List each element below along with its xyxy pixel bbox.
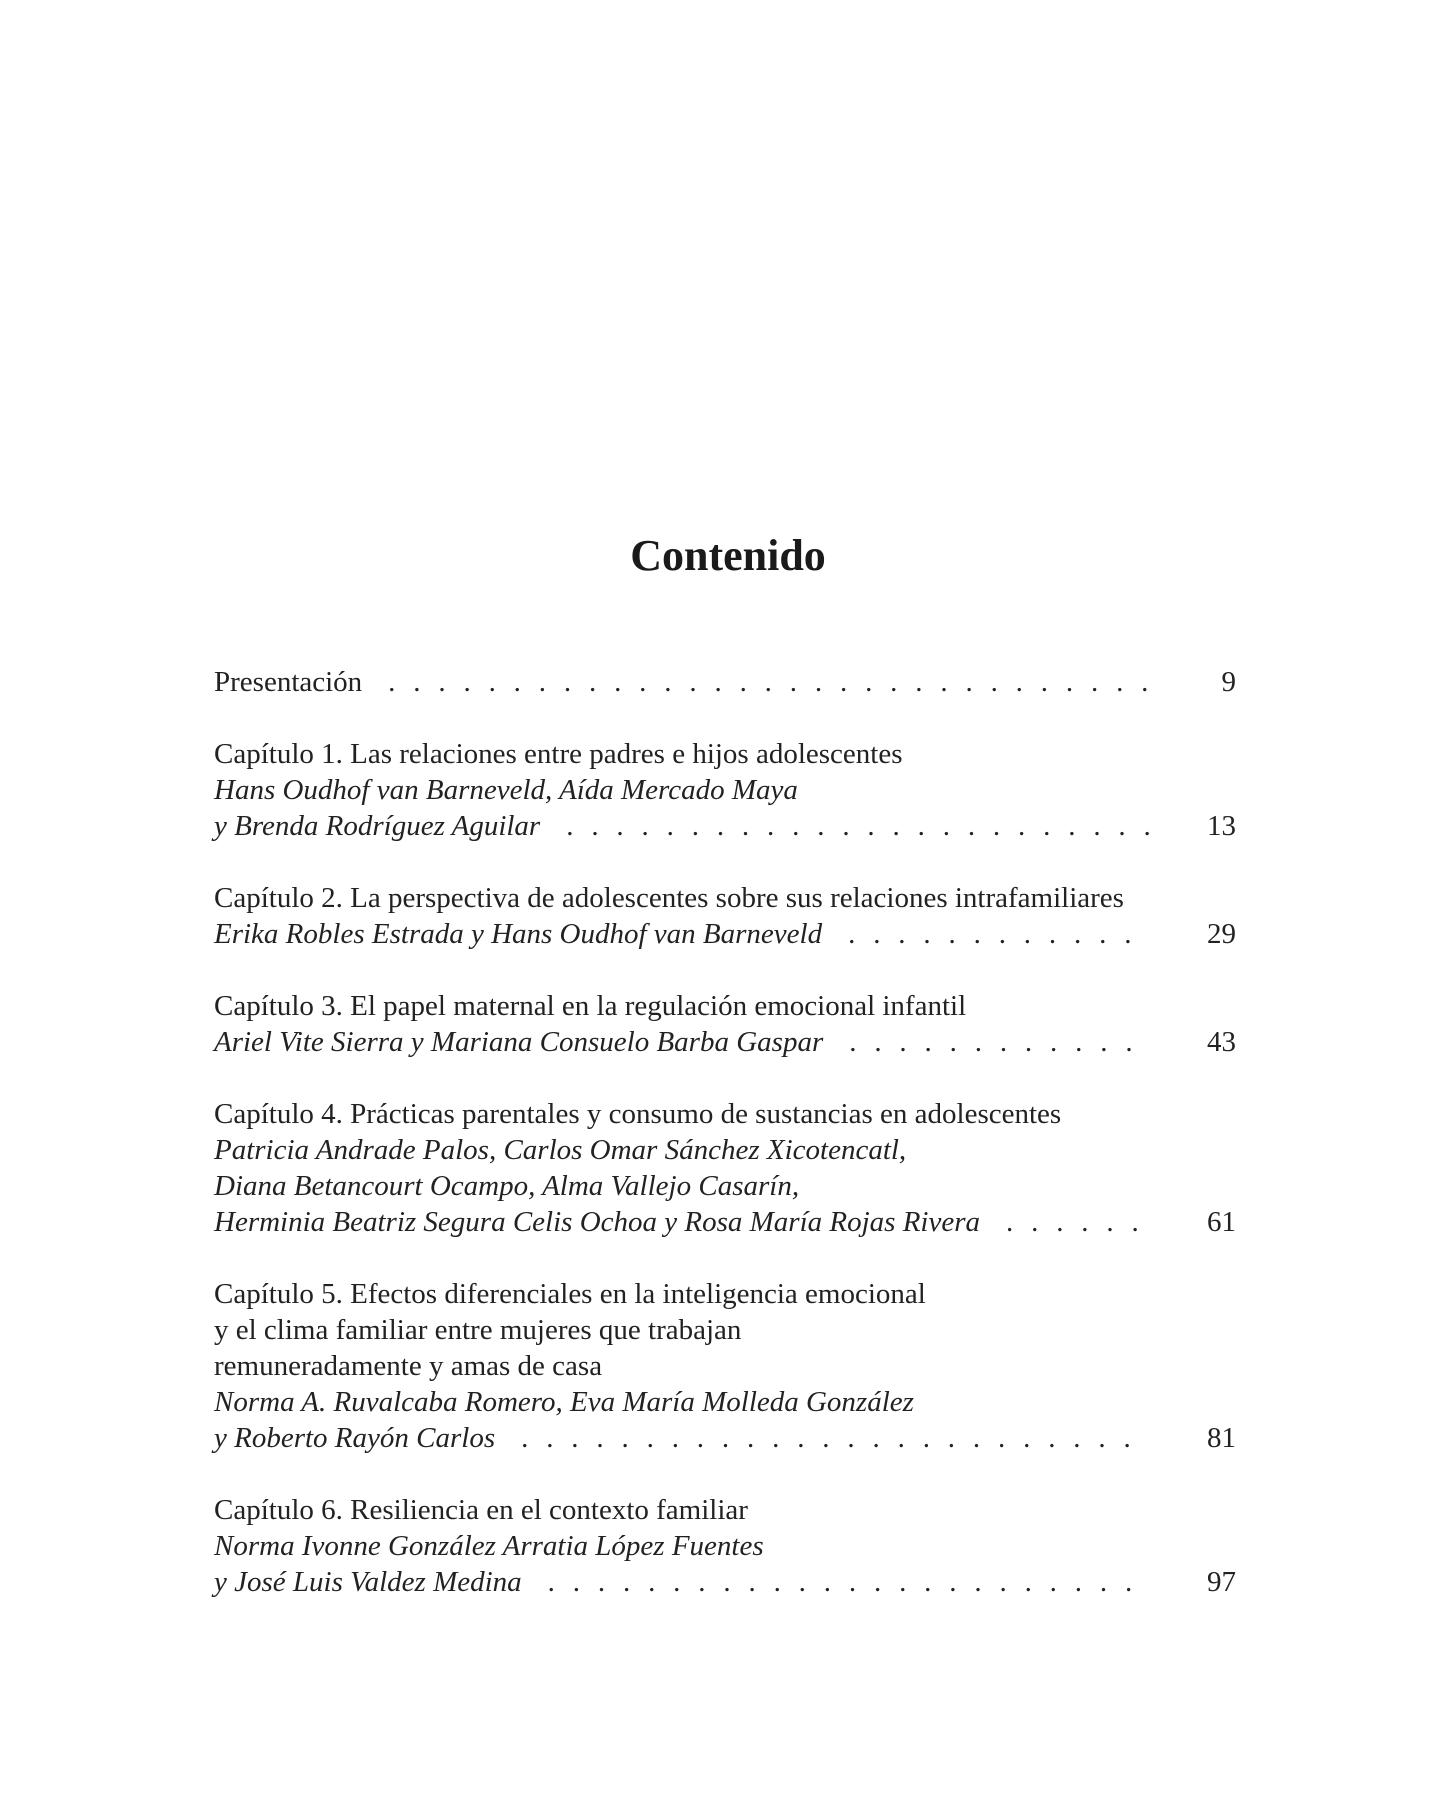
page-number: 81 bbox=[1207, 1422, 1236, 1454]
dot-leader bbox=[388, 664, 1150, 700]
toc-leader-line bbox=[214, 1204, 1236, 1240]
page-number: 9 bbox=[1221, 666, 1236, 698]
dot-leader bbox=[521, 1420, 1150, 1456]
chapter-authors: Ariel Vite Sierra y Mariana Consuelo Barba Gaspar bbox=[214, 1026, 824, 1058]
chapter-title: Capítulo 3. El papel maternal en la regulación emocional infantil bbox=[214, 990, 967, 1022]
toc-leader-line bbox=[214, 1420, 1236, 1456]
chapter-title: y el clima familiar entre mujeres que trabajan bbox=[214, 1314, 742, 1346]
table-of-contents bbox=[214, 0, 1236, 1797]
chapter-authors: Erika Robles Estrada y Hans Oudhof van Barneveld bbox=[214, 918, 823, 950]
chapter-authors: Hans Oudhof van Barneveld, Aída Mercado Maya bbox=[214, 774, 798, 806]
page-number: 97 bbox=[1207, 1566, 1236, 1598]
page-number: 61 bbox=[1207, 1206, 1236, 1238]
toc-leader-line bbox=[214, 916, 1236, 952]
dot-leader bbox=[566, 808, 1150, 844]
toc-entry-title: Presentación bbox=[214, 666, 363, 698]
dot-leader bbox=[848, 916, 1150, 952]
toc-leader-line bbox=[214, 808, 1236, 844]
chapter-authors: y José Luis Valdez Medina bbox=[214, 1566, 522, 1598]
chapter-title: Capítulo 1. Las relaciones entre padres e hijos adolescentes bbox=[214, 738, 903, 770]
chapter-authors: y Brenda Rodríguez Aguilar bbox=[214, 810, 541, 842]
dot-leader bbox=[849, 1024, 1150, 1060]
page-number: 29 bbox=[1207, 918, 1236, 950]
dot-leader bbox=[548, 1564, 1150, 1600]
chapter-authors: Patricia Andrade Palos, Carlos Omar Sánchez Xicotencatl, bbox=[214, 1134, 907, 1166]
page-number: 13 bbox=[1207, 810, 1236, 842]
page-number: 43 bbox=[1207, 1026, 1236, 1058]
page-title: Contenido bbox=[630, 531, 826, 580]
chapter-authors: Diana Betancourt Ocampo, Alma Vallejo Casarín, bbox=[214, 1170, 800, 1202]
chapter-title: Capítulo 2. La perspectiva de adolescentes sobre sus relaciones intrafamiliares bbox=[214, 882, 1124, 914]
chapter-authors: Norma Ivonne González Arratia López Fuentes bbox=[214, 1530, 764, 1562]
toc-leader-line bbox=[214, 1024, 1236, 1060]
chapter-authors: Norma A. Ruvalcaba Romero, Eva María Molleda González bbox=[214, 1386, 914, 1418]
toc-leader-line bbox=[214, 664, 1236, 700]
dot-leader bbox=[1006, 1204, 1150, 1240]
chapter-title: Capítulo 5. Efectos diferenciales en la inteligencia emocional bbox=[214, 1278, 926, 1310]
chapter-title: Capítulo 4. Prácticas parentales y consumo de sustancias en adolescentes bbox=[214, 1098, 1062, 1130]
chapter-title: Capítulo 6. Resiliencia en el contexto familiar bbox=[214, 1494, 748, 1526]
chapter-authors: y Roberto Rayón Carlos bbox=[214, 1422, 496, 1454]
chapter-title: remuneradamente y amas de casa bbox=[214, 1350, 603, 1382]
toc-leader-line bbox=[214, 1564, 1236, 1600]
chapter-authors: Herminia Beatriz Segura Celis Ochoa y Rosa María Rojas Rivera bbox=[214, 1206, 980, 1238]
